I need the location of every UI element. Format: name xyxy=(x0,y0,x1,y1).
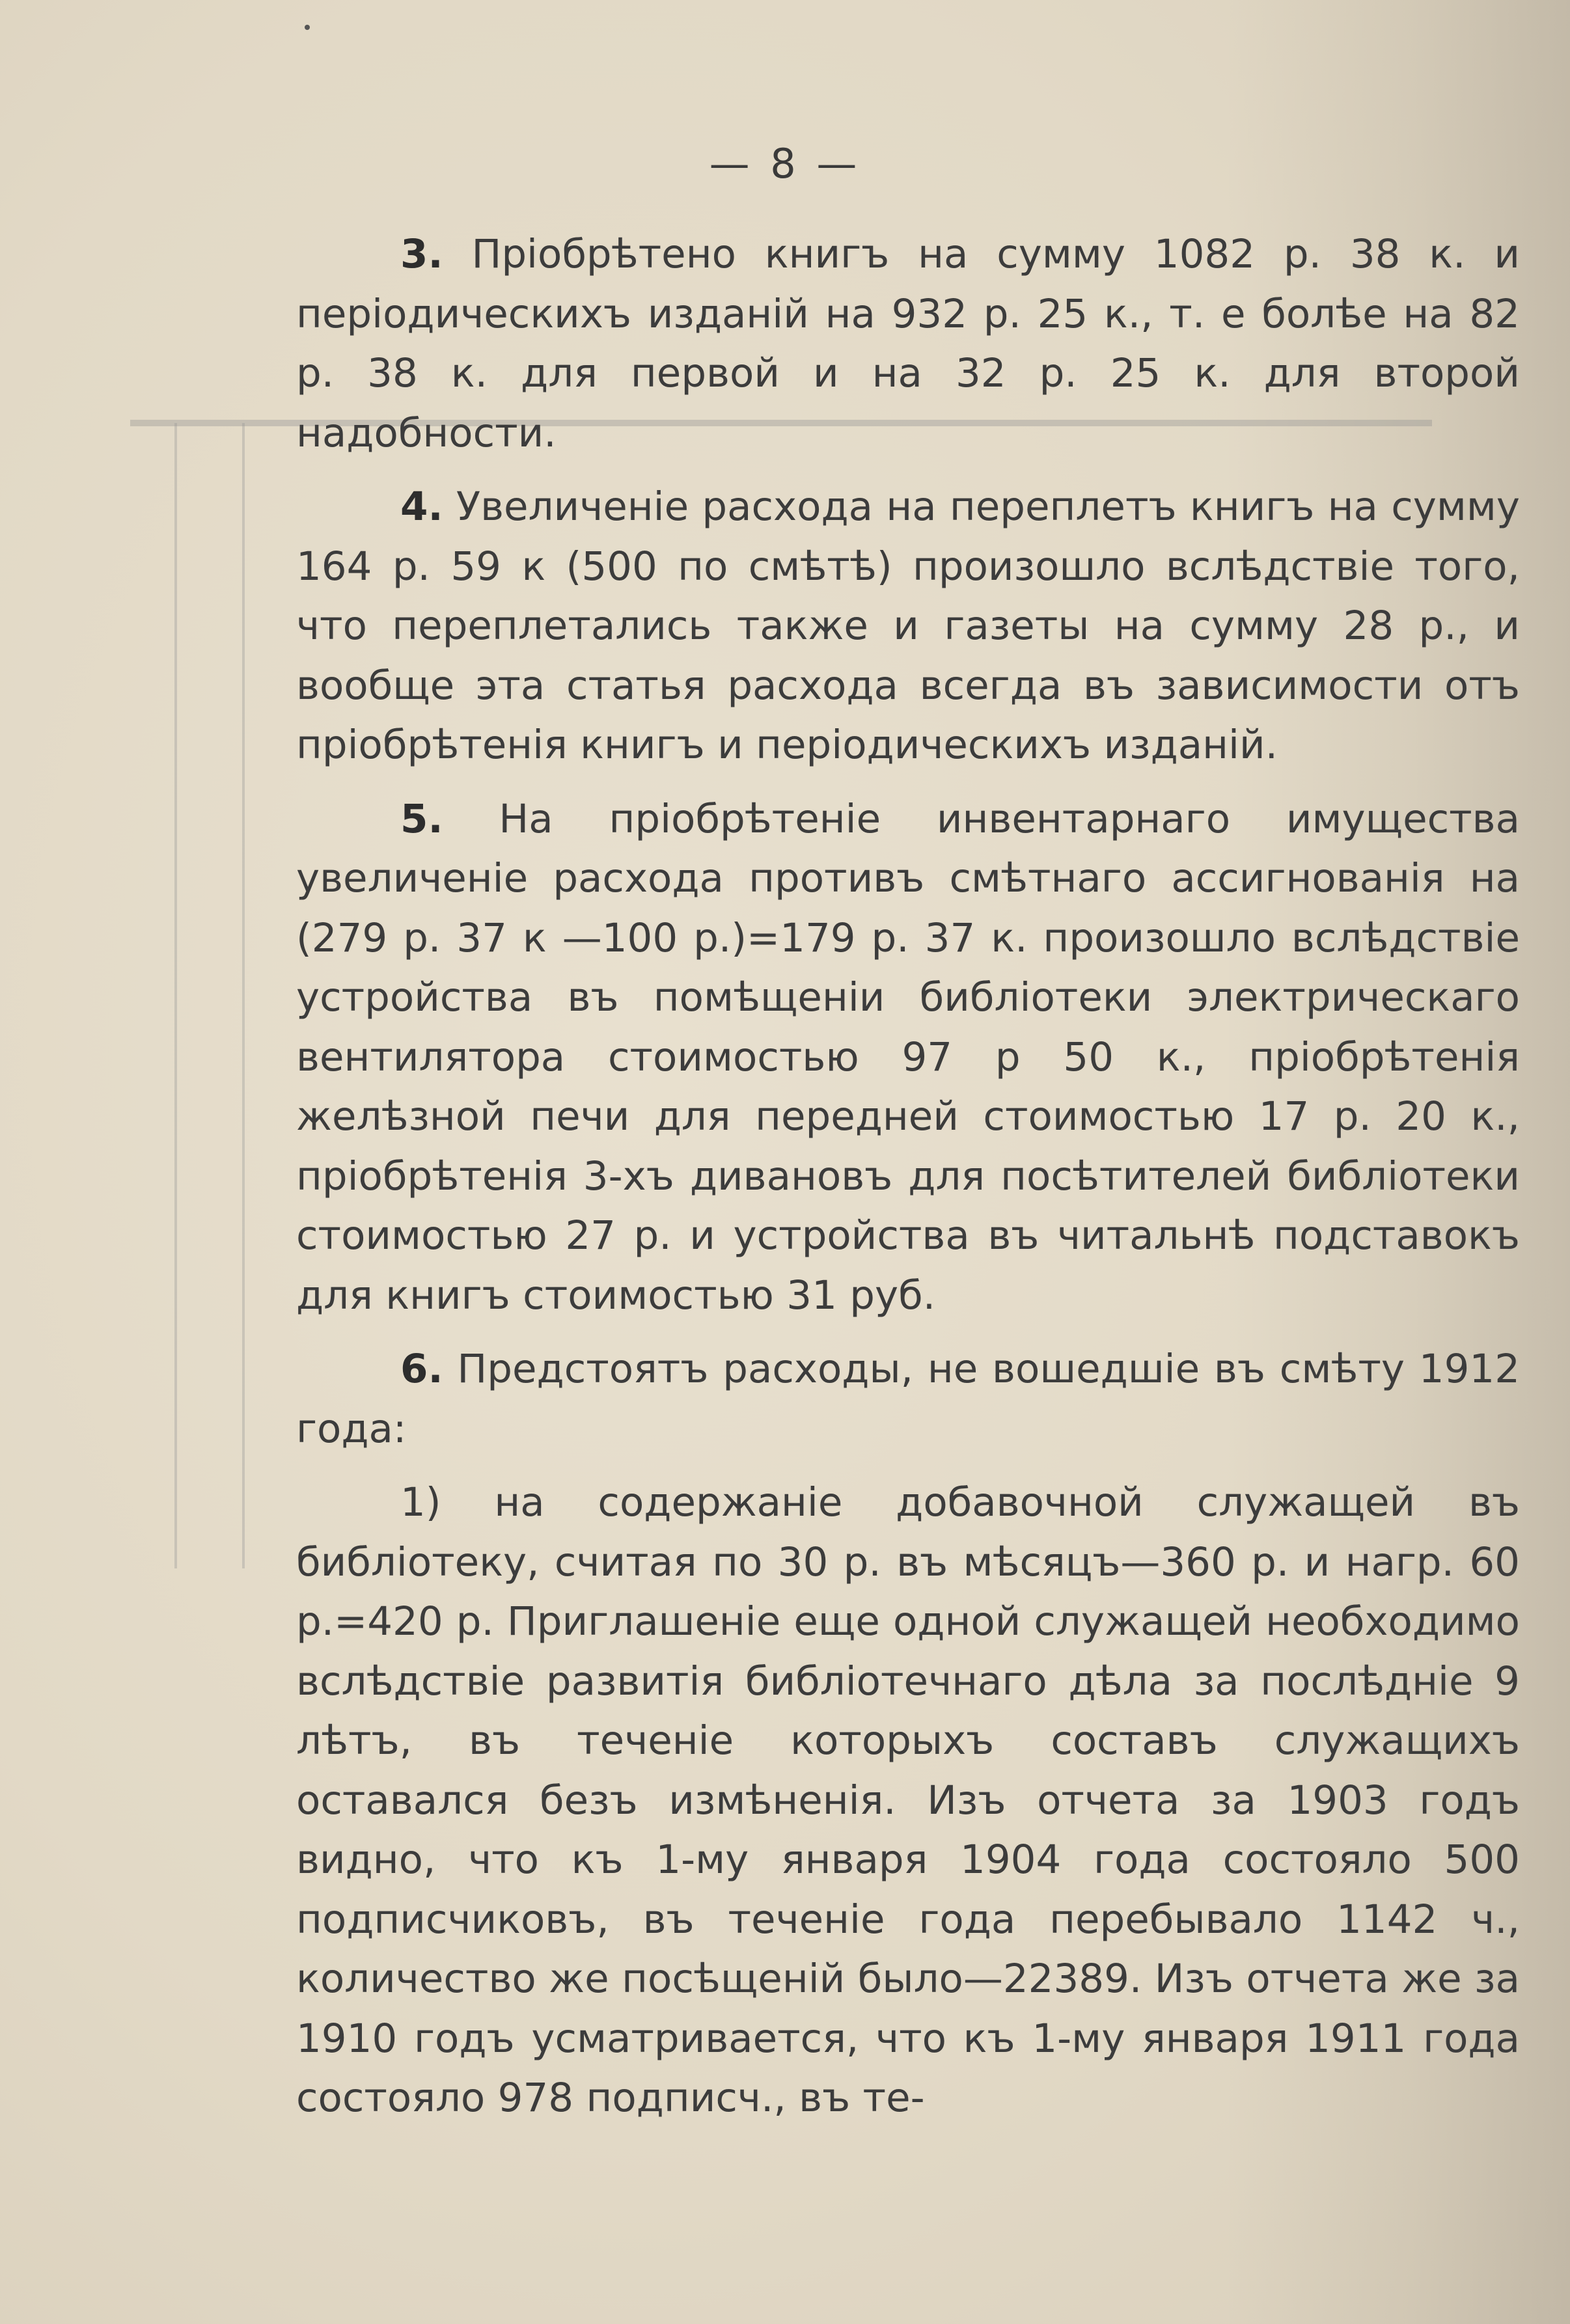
paragraph-4 xyxy=(296,477,1520,775)
paragraph-number: 6. xyxy=(400,1346,443,1392)
paragraph-text: Увеличеніе расхода на переплетъ книгъ на сумму 164 р. 59 к (500 по смѣтѣ) произошло вслѣдствіе того, что переплетались также и газеты на сумму 28 р., и вообще эта статья расхода всегда въ зависимости отъ пріобрѣтенія книгъ и періодическихъ изданій. xyxy=(296,484,1520,768)
paragraph-number: 3. xyxy=(400,231,443,277)
bleed-through-vline xyxy=(242,423,245,1568)
paragraph-number: 5. xyxy=(400,795,443,842)
ink-speck xyxy=(305,25,310,30)
paragraph-number: 4. xyxy=(400,484,443,530)
paragraph-text: Предстоятъ расходы, не вошедшіе въ смѣту 1912 года: xyxy=(296,1346,1520,1452)
paragraph-5 xyxy=(296,789,1520,1326)
paragraph-3 xyxy=(296,225,1520,463)
sub-item-1: 1) на содержаніе добавочной служащей въ библіотеку, считая по 30 р. въ мѣсяцъ—360 р. и нагр. 60 р.=420 р. Приглашеніе еще одной служащей необходимо вслѣдствіе развитія библіотечнаго дѣла за послѣдніе 9 лѣтъ, въ теченіе которыхъ составъ служащихъ оставался безъ измѣненія. Изъ отчета за 1903 годъ видно, что къ 1-му января 1904 года состояло 500 подписчиковъ, въ теченіе года перебывало 1142 ч., количество же посѣщеній было—22389. Изъ отчета же за 1910 годъ усматривается, что къ 1-му января 1911 года состояло 978 подписч., въ те- xyxy=(296,1479,1520,2121)
paragraph-text: Пріобрѣтено книгъ на сумму 1082 р. 38 к. и періодическихъ изданій на 932 р. 25 к., т. е болѣе на 82 р. 38 к. для первой и на 32 р. 25 к. для второй надобности. xyxy=(296,231,1520,456)
page-number: — 8 — xyxy=(709,140,861,187)
paragraph-text: На пріобрѣтеніе инвентарнаго имущества увеличеніе расхода противъ смѣтнаго ассигнованія на (279 р. 37 к —100 р.)=179 р. 37 к. произошло вслѣдствіе устройства въ помѣщеніи библіотеки электрическаго вентилятора стоимостью 97 р 50 к., пріобрѣтенія желѣзной печи для передней стоимостью 17 р. 20 к., пріобрѣтенія 3-хъ дивановъ для посѣтителей библіотеки стоимостью 27 р. и устройства въ читальнѣ подставокъ для книгъ стоимостью 31 руб. xyxy=(296,795,1520,1319)
paragraph-6 xyxy=(296,1339,1520,1458)
body-text xyxy=(296,225,1520,2128)
bleed-through-vline xyxy=(174,423,177,1568)
